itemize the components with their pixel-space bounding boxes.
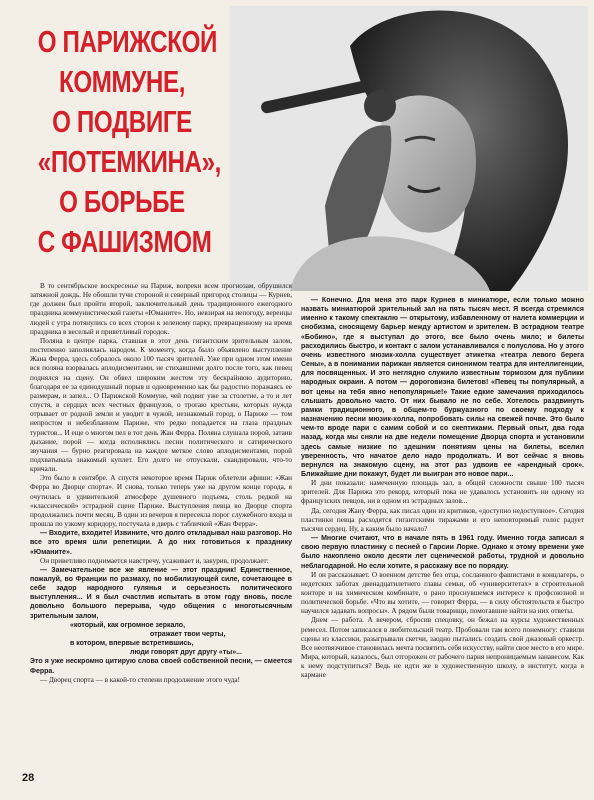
article-column-right: [301, 296, 584, 792]
title-line: «ПОТЕМКИНА»,: [37, 144, 221, 179]
title-line: О ПАРИЖСКОЙ: [37, 24, 218, 59]
title-line: С ФАШИЗМОМ: [37, 224, 212, 259]
paragraph: И дни показали: намеченную площадь зал, в общей сложности свыше 100 тысяч зрителей. Для Парижа это рекорд, который пока не удавалось установить ни одному из французских певцов, ни в одном из эстрадных залов...: [301, 479, 584, 506]
paragraph: Да, сегодня Жану Ферра, как писал один из критиков, «доступно недоступное». Сегодня пластинки певца расходятся гигантскими тиражами и его неповторимый голос радует тысячи сердец. Ну, а каким было начало?: [301, 506, 584, 533]
paragraph: Поляна в центре парка, ставшая в этот день гигантским зрительным залом, постепенно заполнялась народом. К моменту, когда было объявлено выступление Жана Ферра, здесь собралось около 100 тысяч зрителей. Уже при одном этом имени вся поляна взорвалась аплодисментами, не стихавшими долго после того, как певец поднялся на сцену. Он обвел широким жестом эту бескрайнюю аудиторию, благодаря ее за единодушный порыв и одновременно как бы радостно поражаясь ее размерам, и запел... О Парижской Коммуне, чей подвиг уже за столетие, а то и лет спустя, в сердцах всех честных французов, о трогаю крестьян, которых нужда отрывает от родной земли и уводит в чужой, незнакомый город, о Париже — том непростом и небезбланном Париже, что редко попадается на глаза праздных туристов... И еще о многом пел в тот день Жан Ферра. Поляна слушала порой, затаив дыхание, порой — когда исполнялись песни политического и сатирического звучания — бурно реагировала на каждое меткое слово аплодисментами, порой подхватывала знакомый куплет. Его долго не отпускали, скандировали, что-то кричали.: [30, 336, 292, 474]
poem-line: отражает твои черты,: [150, 630, 226, 638]
paragraph-quote: — Многие считают, что в начале пять в 1961 году. Именно тогда записал я свою первую пластинку с песней о Гарсии Лорке. Однако к этому времени уже было накоплено около десяти лет сценической работы, трудной и довольно неблагодарной. Но если хотите, я расскажу все по порядку.: [301, 535, 584, 570]
poem-line: «который, как огромное зеркало,: [70, 621, 186, 629]
paragraph-quote: — Замечательное все же явление — этот праздник! Единственное, пожалуй, во Франции по размаху, по мобилизующей силе, сочетающее в себе задор народного гулянья и серьезность политического выступления... И я был счастлив испытать в этом году вновь, после довольно большого перерыва, чудо общения с многотысячным зрительным залом,: [30, 566, 292, 620]
article-title: [14, 22, 230, 262]
paragraph: Он приветливо поднимается навстречу, усаживает и, закурив, продолжает:: [40, 556, 269, 565]
poem-line: люди говорят друг другу «ты»...: [130, 649, 242, 657]
singer-photo-illustration: [230, 6, 588, 291]
paragraph-quote: — Входите, входите! Извините, что долго откладывал наш разговор. Но все это время шли репетиции. А до них готовиться к празднику «Юманите».: [30, 530, 292, 556]
paragraph: Днем — работа. А вечером, сбросив спецовку, он бежал на курсы художественных ремесел. Потом записался в любительский театр. Пробовали там всего понемногу: ставили сцены из классики, разыгрывали скетчи, заодно пытались создать свой джазовый оркестр. Все неотвязчивое становилась мечта посвятить себя искусству, найти свое место в его мире. Мира, который, казалось, был отгорожен от рабочего парня непроницаемым занавесом. Как к нему подступиться? Ведь не идти же в художественную школу, в институт, когда в кармане: [301, 616, 584, 680]
paragraph: Это было в сентябре. А спустя некоторое время Париж облетели афиши: «Жан Ферра во Дворце спорта». И снова, только теперь уже на другом конце города, я очутилась в удивительной атмосфере душевного подъема, столь редкой на «классической» эстрадной сцене Париже. Выступления певца во Дворце спорта продолжались почти месяц. В один из вечеров я пересекла порог служебного входа и прошла по узкому коридору, постучала в дверь с табличкой «Жан Ферра».: [30, 474, 292, 529]
paragraph: В то сентябрьское воскресенье на Париж, вопреки всем прогнозам, обрушился затяжной дождь. Не обошли тучи стороной и северный пригород столицы — Курнев, где должен был пройти второй, заключительный день традиционного ежегодного праздника коммунистической газеты «Юманите». Но, невзирая на непогоду, веренцы людей с утра потянулись со всех сторон к зеленому парку, превращенному на время праздника в веселый и приветливый городок.: [30, 282, 292, 336]
poem-line: в котором, впервые встретившись,: [70, 640, 194, 648]
title-line: О БОРЬБЕ: [59, 184, 185, 219]
paragraph-quote: Это я уже нескромно цитирую слова своей собственной песни, — смеется Ферра.: [30, 658, 292, 675]
title-line: КОММУНЕ,: [58, 64, 186, 99]
paragraph: И он рассказывает. О военном детстве без отца, сосланного фашистами в концлагерь, о недетских заботах двенадцатилетнего главы семьи, об «университетах» в строительной конторе и на химическом комбинате, о рано проснувшемся интересе к профсоюзной и политической борьбе. «Что вы хотите, — говорит Ферра, — в силу обстоятельств я быстро научился задавать вопросы». А рядом были товарищи, помогавшие найти на них ответы.: [301, 570, 584, 616]
page-number: 28: [22, 772, 35, 784]
article-column-left: [30, 282, 292, 782]
title-line: О ПОДВИГЕ: [52, 104, 192, 139]
paragraph: — Дворец спорта — в какой-то степени продолжение этого чуда!: [40, 675, 240, 684]
paragraph-quote: — Конечно. Для меня это парк Курнев в миниатюре, если только можно назвать миниатюрой зрительный зал на пять тысяч мест. Я всегда стремился именно к такому спектаклю — открытому, избавленному от налета коммерции и снобизма, сносящему барьер между артистом и зрителем. В эстрадном театре «Бобино», где я выступал до этого, все было очень мило; и билеты расходились быстро, и контакт с залом устанавливался с полуслова. Но у этого очень известного мюзик-холла существует этикетка «театра левого берега Сены», а в понимании парижан является синонимом театра для интеллигенции, для посвященных. И это неглядно служило известным тормозом для публики народных окраин. А потом — дороговизна билетов! «Певец ты популярный, а вот цены на тебя явно непопулярные!» Такие едкие замечания приходилось слышать довольно часто. От них бывало не по себе. Хотелось раздвинуть рамки традиционного, в общем-то буржуазного по своему подходу к назначению песни мюзик-холла, попробовать силы на свежей почве. Это было чем-то вроде пари с самим собой и со скептиками. Первый опыт, два года назад, когда мы сняли на две недели помещение Дворца спорта и установили здесь самые низкие по здешним понятиям цены на билеты, вселил уверенность, что начатое дело надо продолжать. И вот сейчас я вновь вернулся на знакомую сцену, на этот раз удвоив ее «арендный срок». Ближайшие дни покажут, будет ли выигран это новое пари...: [301, 297, 584, 478]
singer-photo: [230, 6, 588, 291]
